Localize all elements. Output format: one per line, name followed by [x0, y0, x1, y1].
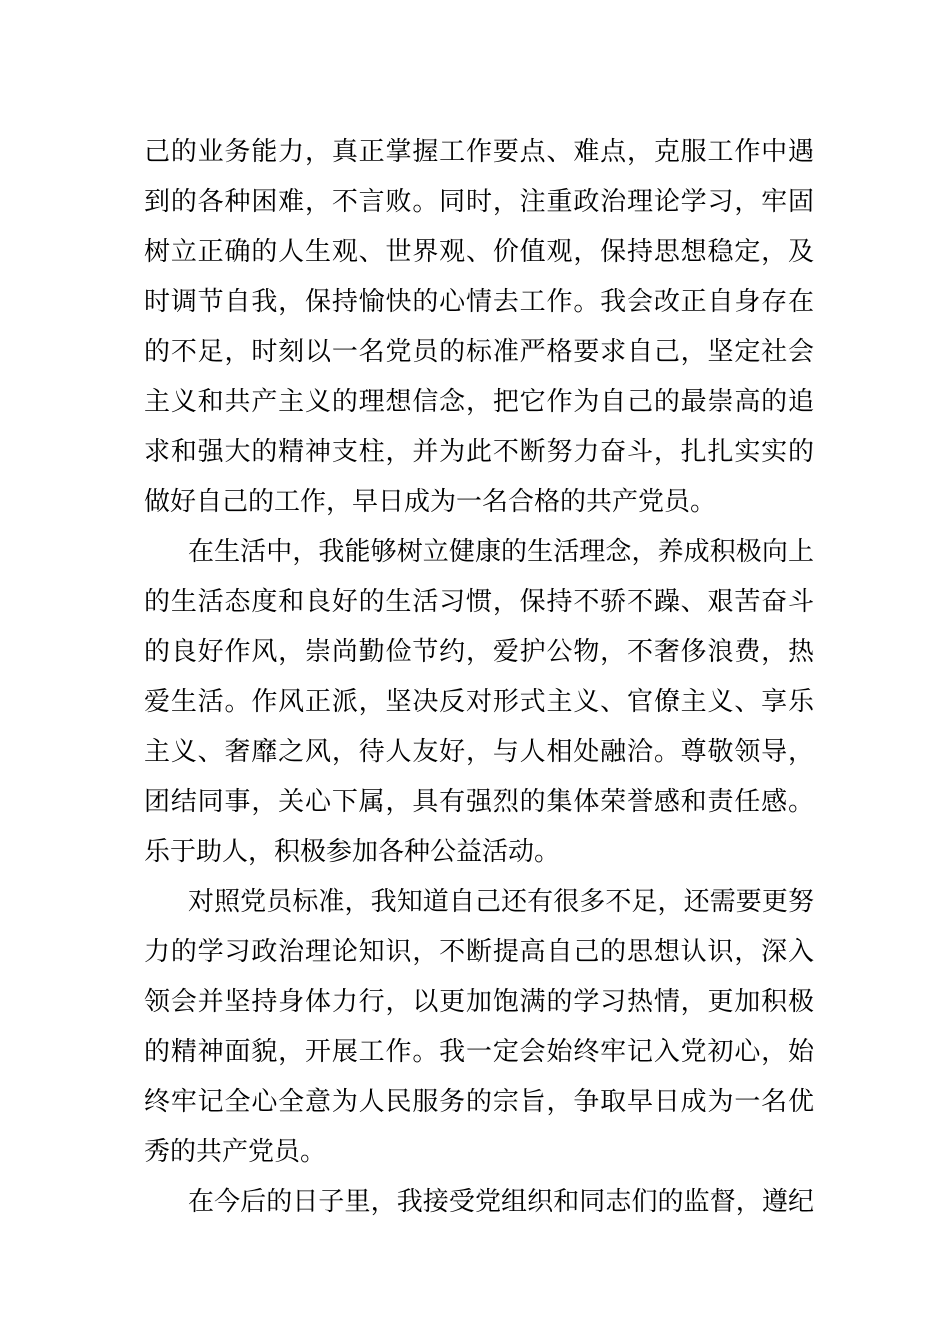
- text-line: 乐于助人，积极参加各种公益活动。: [144, 837, 561, 867]
- text-line: 的良好作风，崇尚勤俭节约，爱护公物，不奢侈浪费，热: [144, 637, 814, 667]
- text-line: 的生活态度和良好的生活习惯，保持不骄不躁、艰苦奋斗: [144, 587, 814, 617]
- text-line: 主义和共产主义的理想信念，把它作为自己的最崇高的追: [144, 387, 814, 417]
- text-line: 主义、奢靡之风，待人友好，与人相处融洽。尊敬领导，: [144, 737, 814, 767]
- text-line: 的精神面貌，开展工作。我一定会始终牢记入党初心，始: [144, 1037, 814, 1067]
- text-line: 到的各种困难，不言败。同时，注重政治理论学习，牢固: [144, 187, 814, 217]
- text-line: 时调节自我，保持愉快的心情去工作。我会改正自身存在: [144, 287, 814, 317]
- paragraph-first-line: 在今后的日子里，我接受党组织和同志们的监督，遵纪: [188, 1187, 814, 1217]
- text-line: 团结同事，关心下属，具有强烈的集体荣誉感和责任感。: [144, 787, 814, 817]
- paragraph-first-line: 在生活中，我能够树立健康的生活理念，养成积极向上: [188, 537, 814, 567]
- text-line: 树立正确的人生观、世界观、价值观，保持思想稳定，及: [144, 237, 814, 267]
- text-line: 终牢记全心全意为人民服务的宗旨，争取早日成为一名优: [144, 1087, 814, 1117]
- text-line: 领会并坚持身体力行，以更加饱满的学习热情，更加积极: [144, 987, 814, 1017]
- text-line: 秀的共产党员。: [144, 1137, 327, 1167]
- text-line: 做好自己的工作，早日成为一名合格的共产党员。: [144, 487, 717, 517]
- text-line: 求和强大的精神支柱，并为此不断努力奋斗，扎扎实实的: [144, 437, 814, 467]
- text-line: 的不足，时刻以一名党员的标准严格要求自己，坚定社会: [144, 337, 814, 367]
- paragraph-first-line: 对照党员标准，我知道自己还有很多不足，还需要更努: [188, 887, 814, 917]
- text-line: 己的业务能力，真正掌握工作要点、难点，克服工作中遇: [144, 137, 814, 167]
- text-line: 力的学习政治理论知识，不断提高自己的思想认识，深入: [144, 937, 814, 967]
- text-line: 爱生活。作风正派，坚决反对形式主义、官僚主义、享乐: [144, 687, 814, 717]
